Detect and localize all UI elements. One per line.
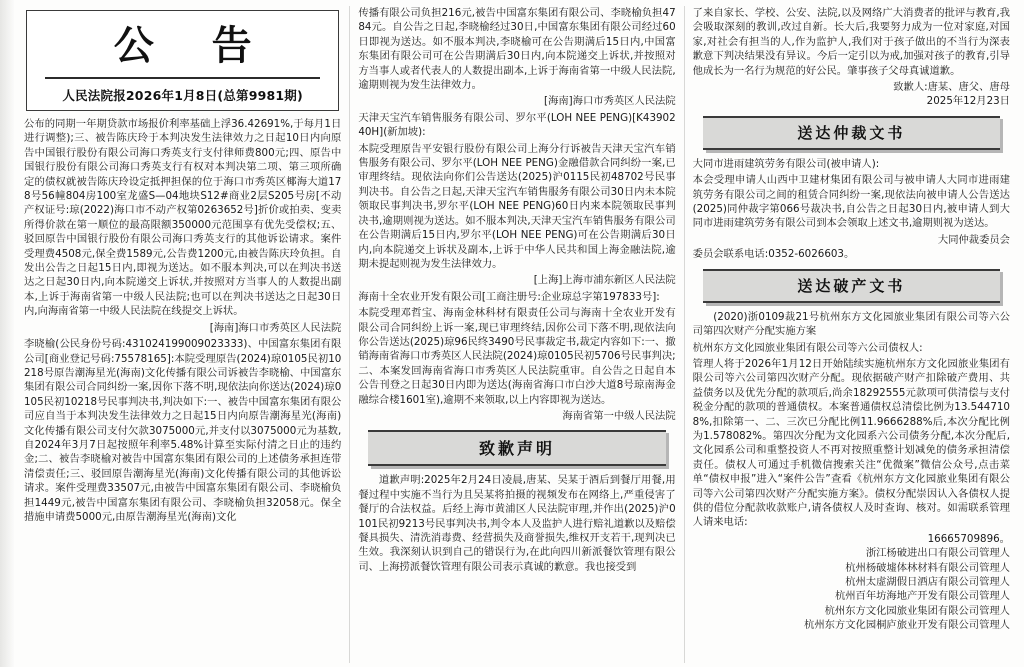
company-notice-body: 本院受理邓哲宝、海南金林科材有限责任公司与海南十全农业开发有限公司合同纠纷上诉一案,现已审理终结,因你公司下落不明,现依法向你公告送达(2025)琼96民终3490号民事裁定书,裁定内容如下:一、撤销海南省海口市秀英区人民法院(2024)琼0105民初5706号民事判决;二、本案发回海南省海口市秀英区人民法院重审。自公告之日起自本公告刊登之日起30日内即为送达(海南省海口市白沙大道8号琼南海金融综合楼1601室),逾期不来领取,以上内容即视为送达。 [358, 307, 676, 406]
party-heading: 天津天宝汽车销售服务有限公司、罗尔平(LOH NEE PENG)[K4390240H](新加坡): [358, 111, 676, 139]
bankruptcy-body: 管理人将于2026年1月12日开始陆续实施杭州东方文化园旅业集团有限公司等六公司第四次财产分配。现依据破产财产扣除破产费用、共益债务以及优先分配的款项后,尚余18292555元款项可供清偿与支付税金分配的款项的普通债权。本案普通债权总清偿比例为13.5447108%,扣除第一、二、三次已分配比例11.9666288%后,本次分配比例为1.578082%。第四次分配为文化园系六公司债务分配,本次分配后,文化园系公司和重整投资人不再对按照重整计划减免的债务承担清偿责任。债权人可通过手机微信搜索关注“优微案”微信公众号,点击菜单“债权申报”进入“案件公告”查看《杭州东方文化园旅业集团有限公司等六公司第四次财产分配实施方案》。债权分配崇因认入各债权人提供的借位分配款收款账户,请各债权人及时查询、核对。如需联系管理人请来电话: [692, 357, 1010, 529]
section-banner-label: 致歉声明 [478, 439, 555, 459]
column-1 [16, 6, 350, 663]
masthead [26, 10, 339, 111]
court-signature-line: 海南省第一中级人民法院 [562, 409, 676, 422]
bankruptcy-phone: 16665709896。 [927, 532, 1010, 545]
apology-signer: 致歉人:唐某、唐父、唐母 [893, 81, 1010, 94]
bankruptcy-case-number: (2020)浙0109裁21号杭州东方文化园旅业集团有限公司等六公司第四次财产分配实施方案 [692, 310, 1010, 338]
arbitration-body: 本会受理申请人山西中卫建材集团有限公司与被申请人大同市进雨建筑劳务有限公司之间的租赁合同纠纷一案,现依法向被申请人公告送达(2025)同仲裁字第066号裁决书,自公告之日起30日内,被申请人到大同市进雨建筑劳务有限公司到本会领取上述文书,逾期则视为送达。 [692, 174, 1010, 230]
section-banner-apology [368, 430, 665, 466]
masthead-subtitle: 人民法院报2026年1月8日(总第9981期) [62, 88, 303, 103]
case-party-paragraph: 李晓榆(公民身份号码:431024199009023333)、中国富东集团有限公司[商业登记号码:75578165]:本院受理原告(2024)琼0105民初10218号原告潮海星光(海南)文化传播有限公司诉被告李晓榆、中国富东集团有限公司合同纠纷一案,因你下落不明,现依法向你送达(2024)琼0105民初10218号民事判决书,判决如下:一、被告中国富东集团有限公司应自当于本判决发生法律效力之日起15日内向原告潮海星光(海南)文化传播有限公司支付欠款3075000元,并支付以3075000元为基数,自2024年3月7日起按照年利率5.48%计算至实际付清之日止的违约金;二、被告李晓榆对被告中国富东集团有限公司的上述债务承担连带清偿责任;三、驳回原告潮海星光(海南)文化传播有限公司的其他诉讼请求。案件受理费33507元,由被告中国富东集团有限公司、李晓榆负担1449元,被告中国富东集团有限公司、李晓榆负担32058元。保全措施申请费5000元,由原告潮海星光(海南)文化 [24, 338, 342, 523]
administrator-signer: 杭州杨破墟体林材料有限公司管理人 [845, 561, 1010, 574]
masthead-divider [45, 77, 320, 79]
company-heading: 海南十全农业开发有限公司[工商注册号:企业琼总字第197833号]: [358, 290, 660, 303]
section-banner-label: 送达破产文书 [797, 276, 906, 295]
section-banner-arbitration [703, 116, 1000, 150]
arbitration-organization: 大同仲裁委员会 [937, 233, 1010, 246]
page-title: 公 告 [113, 22, 274, 69]
apology-continued: 了来自家长、学校、公安、法院,以及网络广大消费者的批评与教育,我会吸取深刻的教训,改过自新。长大后,我要努力成为一位对家庭,对国家,对社会有担当的人,作为监护人,我们对于孩子做出的不当行为深表歉意下判决结果没有异议。今后一定引以为戒,加强对孩子的教育,引导他成长为一名行为规范的好公民。肇事孩子父母真诚道歉。 [692, 7, 1010, 77]
notice-body: 本院受理原告平安银行股份有限公司上海分行诉被告天津天宝汽车销售服务有限公司、罗尔平(LOH NEE PENG)金融借款合同纠纷一案,已审理终结。现依法向你们公告送达(2025)沪0115民初48702号民事判决书。自公告之日起,天津天宝汽车销售服务有限公司30日内未本院领取民事判决书,罗尔平(LOH NEE PENG)60日内来本院领取民事判决书,逾期则视为送达。如不服本判决,天津天宝汽车销售服务有限公司在公告期满后15日内,罗尔平(LOH NEE PENG)可在公告期满后30日内,向本院递交上诉状及副本,上诉于中华人民共和国上海金融法院,逾期未提起则视为发生法律效力。 [358, 142, 676, 270]
court-signature-line: [海南]海口市秀英区人民法院 [544, 95, 676, 108]
notice-paragraph: 公布的同期一年期贷款市场报价利率基础上浮36.42691%,于每月1日进行调整);三、被告陈庆玲于本判决发生法律效力之日起10日内向原告中国银行股份有限公司海口秀英支行支付律师费800元;四、原告中国银行股份有限公司海口秀英支行有权对本判决第二项、第三项所确定的债权就被告陈庆玲设定抵押担保的位于海口市秀英区椰海大道178号56幢804房100室龙盛S—04地块S12#商业2层S205号房[不动产权证号:琼(2022)海口市不动产权第0263652号]折价或拍卖、变卖所得价款在第一顺位的最高限额350000元范围享有优先受偿权;五、驳回原告中国银行股份有限公司海口秀英支行的其他诉讼请求。案件受理费4508元,保全费1589元,公告费1200元,由被告陈庆玲负担。自发出公告之日起15日内,即视为送达。如不服本判决,可以在判决书送达之日起30日内,向本院递交上诉状,并按照对方当事人的人数提出副本,上诉于海南省第一中级人民法院;也可以在判决书送达之日起30日内,向海南省第一中级人民法院在线提交上诉状。 [24, 118, 342, 318]
column-3 [685, 6, 1018, 663]
administrator-signer: 杭州东方文化园桐庐旅业开发有限公司管理人 [804, 619, 1010, 632]
apology-body: 道歉声明:2025年2月24日凌晨,唐某、吴某于酒后到餐厅用餐,用餐过程中实施不当行为且吴某将拍摄的视频发布在网络上,严重侵害了餐厅的合法权益。后经上海市黄浦区人民法院审理,并作出(2025)沪0101民初9213号民事判决书,判令本人及监护人进行赔礼道歉以及赔偿餐具损失、清洗消毒费、经营损失及商誉损失,维权开支若干,现判决已生效。我深刻认识到自己的错误行为,在此向四川新派餐饮管理有限公司、上海捞派餐饮管理有限公司表示真诚的歉意。我也接受到 [358, 474, 676, 573]
section-banner-label: 送达仲裁文书 [797, 123, 906, 142]
administrator-signer: 浙江杨破进出口有限公司管理人 [865, 547, 1010, 560]
administrator-signer: 杭州百年坊海地产开发有限公司管理人 [834, 590, 1010, 603]
bankruptcy-addressee: 杭州东方文化园旅业集团有限公司等六公司债权人: [692, 341, 923, 354]
continued-paragraph: 传播有限公司负担216元,被告中国富东集团有限公司、李晓榆负担4784元。自公告之日起,李晓榆经过30日,中国富东集团有限公司经过60日即视为送达。如不服本判决,李晓榆可在公告期满后15日内,中国富东集团有限公司可在公告期满后30日内,向本院递交上诉状,并按照对方当事人或者代表人的人数提出副本,上诉于海南省第一中级人民法院,逾期则视为发生法律效力。 [358, 7, 676, 92]
arbitration-heading: 大同市进雨建筑劳务有限公司(被申请人): [692, 157, 880, 170]
court-signature-line: [海南]海口市秀英区人民法院 [209, 321, 342, 334]
arbitration-contact: 委员会联系电话:0352-6026603。 [692, 248, 855, 261]
section-banner-bankruptcy [703, 269, 1000, 303]
column-2 [350, 6, 684, 663]
administrator-signer: 杭州太虚湖假日酒店有限公司管理人 [845, 576, 1010, 588]
court-signature-line: [上海]上海市浦东新区人民法院 [533, 274, 676, 287]
administrator-signer: 杭州东方文化园旅业集团有限公司管理人 [824, 604, 1010, 617]
apology-date: 2025年12月23日 [926, 95, 1010, 108]
